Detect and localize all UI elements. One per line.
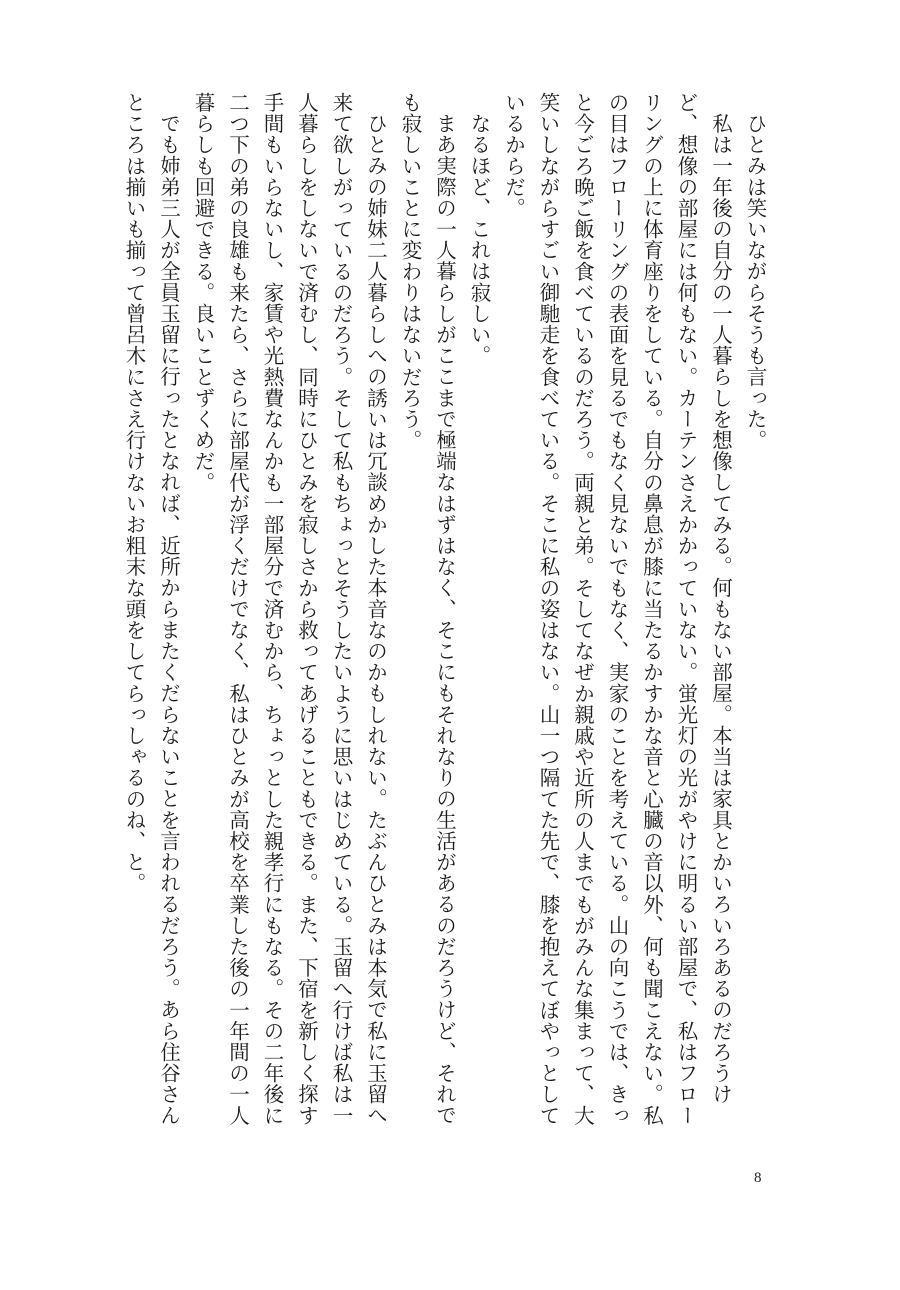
vertical-text-body [112,92,772,1142]
paragraph-4: まあ実際の一人暮らしがここまで極端なはずはなく、そこにもそれなりの生活があるのだろうけど、それでも寂しいことに変わりはないだろう。 [398,92,457,1126]
page-number: 8 [754,1170,762,1186]
paragraph-1: ひとみは笑いながらそうも言った。 [743,112,767,451]
paragraph-6: でも姉弟三人が全員玉留に行ったとなれば、近所からまたくだらないことを言われるだろう。あら住谷さんところは揃いも揃って曾呂木にさえ行けないお粗末な頭をしてらっしゃるのね、と。 [122,92,181,1126]
paragraph-2: 私は一年後の自分の一人暮らしを想像してみる。何もない部屋。本当は家具とかいろいろあるのだろうけど、想像の部屋には何もない。カーテンさえかかっていない。蛍光灯の光がやけに明るい部屋で、私はフローリングの上に体育座りをしている。自分の鼻息が膝に当たるかすかな音と心臓の音以外、何も聞こえない。私の目はフローリングの表面を見るでもなく見ないでもなく、実家のことを考えている。山の向こうでは、きっと今ごろ晩ご飯を食べているのだろう。両親と弟。そしてなぜか親戚や近所の人までもがみんな集まって、大笑いしながらすごい御馳走を食べている。そこに私の姿はない。山一つ隔てた先で、膝を抱えてぼやっとしているからだ。 [501,92,733,1126]
paragraph-3: なるほど、これは寂しい。 [467,112,491,366]
paragraph-5: ひとみの姉妹二人暮らしへの誘いは冗談めかした本音なのかもしれない。たぶんひとみは本気で私に玉留へ来て欲しがっているのだろう。そして私もちょっとそうしたいように思いはじめている。玉留へ行けば私は一人暮らしをしないで済むし、同時にひとみを寂しさから救ってあげることもできる。また、下宿を新しく探す手間もいらないし、家賃や光熱費なんかも一部屋分で済むから、ちょっとした親孝行にもなる。その二年後に二つ下の弟の良雄も来たら、さらに部屋代が浮くだけでなく、私はひとみが高校を卒業した後の一年間の一人暮らしも回避できる。良いことずくめだ。 [191,92,388,1126]
